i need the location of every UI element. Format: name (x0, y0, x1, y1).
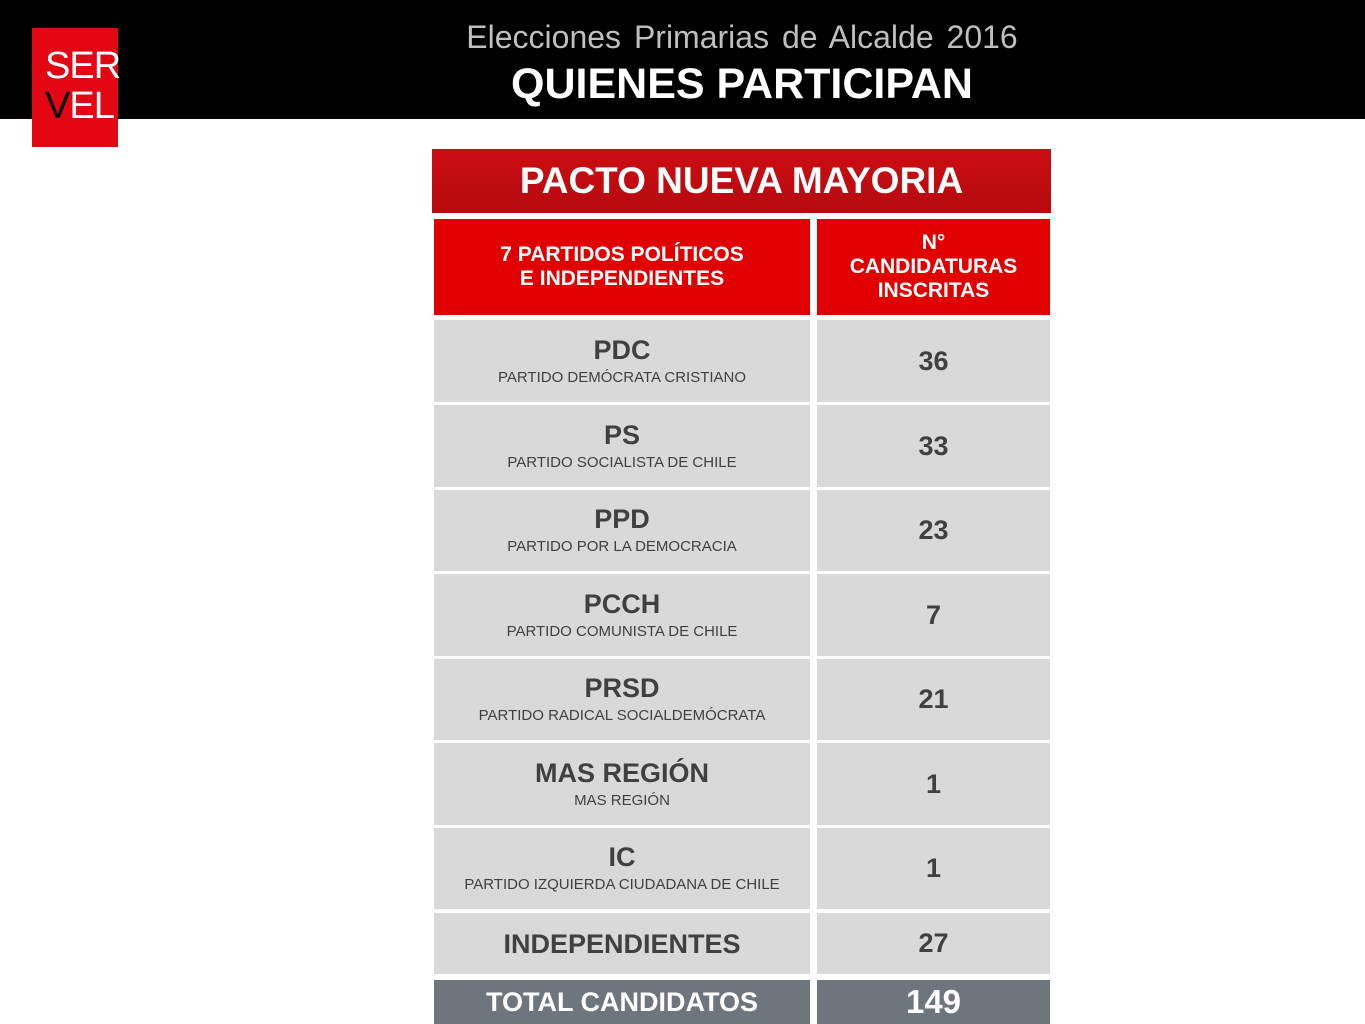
count-cell-ic (817, 828, 1050, 909)
candidacy-count: 7 (925, 599, 942, 630)
count-cell-ppd (817, 490, 1050, 571)
total-value: 149 (905, 983, 962, 1020)
logo-text-v: V (45, 85, 70, 127)
count-cell-mas-region (817, 743, 1050, 825)
party-cell-prsd (434, 659, 810, 740)
candidacy-count: 1 (925, 853, 942, 883)
party-abbr: PRSD (584, 673, 660, 703)
candidacy-count: 21 (918, 684, 949, 714)
party-full-name: PARTIDO IZQUIERDA CIUDADANA DE CHILE (464, 876, 780, 893)
party-cell-pcch (434, 574, 810, 656)
party-full-name: PARTIDO RADICAL SOCIALDEMÓCRATA (478, 707, 766, 724)
party-cell-pdc (434, 320, 810, 402)
candidacy-count: 36 (918, 345, 949, 376)
party-full-name: MAS REGIÓN (574, 791, 670, 809)
count-cell-independientes (817, 913, 1050, 974)
logo-text-bottom: EL (69, 85, 114, 127)
total-label-cell (434, 980, 810, 1024)
party-abbr: IC (608, 842, 636, 872)
party-cell-ic (434, 828, 810, 909)
column-header-parties-line2: E INDEPENDIENTES (519, 267, 725, 290)
party-full-name: PARTIDO POR LA DEMOCRACIA (507, 538, 737, 555)
count-cell-pdc (817, 320, 1050, 402)
column-header-candidacies-line1: N° (921, 231, 946, 254)
party-cell-ppd (434, 490, 810, 571)
column-header-candidacies-line2: CANDIDATURAS (849, 255, 1018, 278)
candidacy-count: 33 (918, 430, 949, 461)
party-abbr: MAS REGIÓN (534, 757, 709, 788)
party-full-name: PARTIDO SOCIALISTA DE CHILE (507, 453, 737, 471)
count-cell-pcch (817, 574, 1050, 656)
pact-title: PACTO NUEVA MAYORIA (432, 149, 1051, 213)
page-title: QUIENES PARTICIPAN (511, 60, 973, 108)
party-abbr: PCCH (583, 588, 661, 619)
total-value-cell (817, 980, 1050, 1024)
candidacy-count: 1 (925, 768, 942, 799)
party-full-name: PARTIDO COMUNISTA DE CHILE (506, 622, 738, 640)
column-header-parties (434, 219, 810, 315)
party-cell-ps (434, 405, 810, 487)
party-abbr: PDC (593, 334, 651, 365)
page-subtitle: Elecciones Primarias de Alcalde 2016 (466, 19, 1018, 55)
party-abbr: PS (603, 419, 641, 450)
column-header-candidacies (817, 219, 1050, 315)
party-abbr: INDEPENDIENTES (503, 928, 741, 959)
column-header-parties-line1: 7 PARTIDOS POLÍTICOS (500, 243, 744, 266)
candidacy-count: 23 (918, 515, 949, 545)
column-header-candidacies-line3: INSCRITAS (877, 279, 990, 302)
logo-text-top: SER (45, 45, 121, 87)
party-cell-independientes (434, 913, 810, 974)
candidacy-count: 27 (918, 928, 949, 958)
count-cell-ps (817, 405, 1050, 487)
total-label: TOTAL CANDIDATOS (485, 986, 758, 1017)
count-cell-prsd (817, 659, 1050, 740)
party-abbr: PPD (594, 504, 650, 534)
party-cell-mas-region (434, 743, 810, 825)
party-full-name: PARTIDO DEMÓCRATA CRISTIANO (497, 368, 747, 386)
